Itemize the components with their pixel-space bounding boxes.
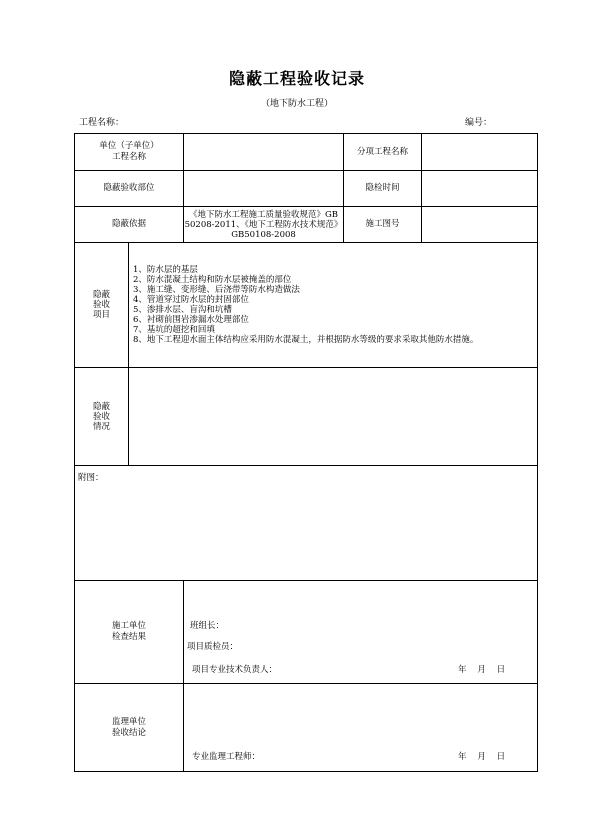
- situation-row: [75, 368, 538, 466]
- hidden-part-row: [75, 171, 538, 207]
- supervision-label-cell: [75, 684, 184, 772]
- basis-line1: 《地下防水工程施工质量验收规范》GB: [188, 209, 339, 220]
- items-row: [75, 243, 538, 368]
- number-label: 编号：: [465, 118, 493, 128]
- hidden-part-label: 隐蔽验收部位: [75, 171, 184, 207]
- construction-label-cell: [75, 581, 184, 684]
- situation-label-2: 验收: [92, 411, 110, 422]
- items-label-3: 项目: [92, 310, 110, 320]
- hidden-part-value[interactable]: [184, 171, 344, 207]
- supervision-signature-cell: [184, 684, 538, 772]
- items-label-1: 隐蔽: [92, 290, 110, 300]
- attachment-cell[interactable]: [75, 466, 538, 581]
- sub-project-label: 分项工程名称: [344, 134, 422, 171]
- supervision-date: 年 月 日: [458, 752, 506, 762]
- unit-name-value[interactable]: [184, 134, 344, 171]
- situation-label-3: 情况: [92, 421, 110, 432]
- construction-date: 年 月 日: [458, 665, 506, 675]
- list-item: 2、防水混凝土结构和防水层被掩盖的部位: [133, 275, 292, 285]
- supervision-label-line2: 验收结论: [112, 727, 147, 738]
- document-title: 隐蔽工程验收记录: [228, 69, 365, 88]
- basis-value: [184, 207, 344, 243]
- attachment-label: 附图：: [78, 473, 104, 483]
- list-item: 5、渗排水层、盲沟和坑槽: [133, 305, 232, 315]
- drawing-value[interactable]: [422, 207, 538, 243]
- construction-label-line2: 检查结果: [112, 632, 147, 642]
- list-item: 3、施工缝、变形缝、后浇带等防水构造做法: [133, 285, 300, 295]
- document-subtitle: （地下防水工程）: [260, 99, 333, 109]
- team-leader-label: 班组长：: [190, 621, 225, 631]
- construction-label-line1: 施工单位: [112, 621, 147, 631]
- unit-label-line1: 单位（子单位）: [99, 141, 159, 151]
- list-item: 8、地下工程迎水面主体结构应采用防水混凝土，并根据防水等级的要求采取其他防水措施。: [133, 335, 479, 345]
- inspection-form-table: [74, 133, 538, 772]
- supervising-engineer-label: 专业监理工程师：: [192, 752, 261, 762]
- drawing-label: 施工图号: [344, 207, 422, 243]
- items-label-2: 验收: [92, 300, 110, 310]
- hidden-time-value[interactable]: [422, 171, 538, 207]
- construction-row: [75, 581, 538, 684]
- basis-line3: GB50108-2008: [231, 229, 296, 240]
- unit-name-label-cell: [75, 134, 184, 171]
- unit-label-line2: 工程名称: [112, 152, 147, 162]
- items-list: [129, 243, 538, 368]
- supervision-label-line1: 监理单位: [112, 716, 147, 727]
- list-item: 1、防水层的基层: [133, 265, 198, 275]
- basis-label: 隐蔽依据: [75, 207, 184, 243]
- sub-project-value[interactable]: [422, 134, 538, 171]
- basis-row: [75, 207, 538, 243]
- attachment-row: [75, 466, 538, 581]
- situation-label-1: 隐蔽: [92, 401, 110, 412]
- tech-lead-label: 项目专业技术负责人：: [192, 665, 278, 675]
- situation-label-cell: [75, 368, 129, 466]
- quality-inspector-label: 项目质检员：: [187, 642, 239, 652]
- list-item: 6、衬砌前围岩渗漏水处理部位: [133, 315, 249, 325]
- hidden-time-label: 隐检时间: [344, 171, 422, 207]
- supervision-row: [75, 684, 538, 772]
- list-item: 4、管道穿过防水层的封固部位: [133, 295, 249, 305]
- items-label-cell: [75, 243, 129, 368]
- unit-row: [75, 134, 538, 171]
- list-item: 7、基坑的超挖和回填: [133, 325, 215, 335]
- basis-line2: 50208-2011、《地下工程防水技术规范》: [184, 219, 343, 230]
- construction-signature-cell: [184, 581, 538, 684]
- project-name-label: 工程名称：: [79, 118, 125, 128]
- situation-value[interactable]: [129, 368, 538, 466]
